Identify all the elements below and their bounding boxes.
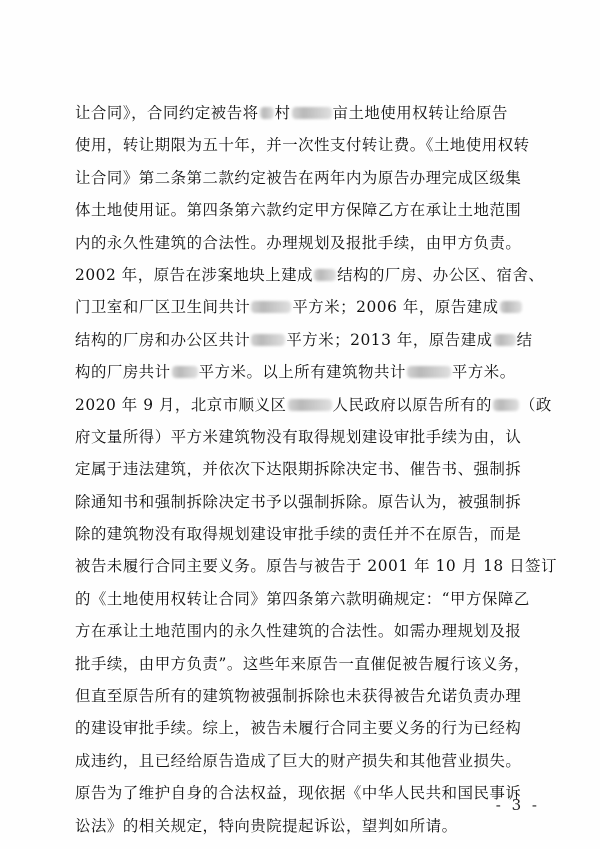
text-segment: 内的永久性建筑的合法性。办理规划及报批手续，由甲方负责。 bbox=[75, 233, 522, 252]
text-segment: 平方米。 bbox=[451, 363, 516, 382]
text-segment: 体土地使用证。第四条第六款约定甲方保障乙方在承让土地范围 bbox=[75, 201, 522, 220]
text-segment: 平方米。以上所有建筑物共计 bbox=[198, 363, 406, 382]
text-line bbox=[75, 712, 545, 744]
text-segment: 平方米；2013 年，原告建成 bbox=[286, 330, 493, 349]
text-line bbox=[75, 162, 545, 194]
text-segment: 成违约，且已经给原告造成了巨大的财产损失和其他营业损失。 bbox=[75, 751, 522, 770]
text-line bbox=[75, 291, 545, 323]
text-segment: 使用，转让期限为五十年，并一次性支付转让费。《土地使用权转 bbox=[75, 136, 530, 155]
text-line bbox=[75, 518, 545, 550]
text-segment: 亩土地使用权转让给原告 bbox=[332, 104, 508, 122]
text-segment: 但直至原告所有的建筑物被强制拆除也未获得被告允诺负责办理 bbox=[75, 687, 522, 706]
text-segment: 平方米；2006 年，原告建成 bbox=[292, 298, 499, 317]
text-segment: 讼法》的相关规定，特向贵院提起诉讼，望判如所请。 bbox=[75, 816, 458, 835]
text-segment: 被告未履行合同主要义务。原告与被告于 2001 年 10 月 18 日签订 bbox=[75, 557, 558, 576]
text-segment: 村 bbox=[274, 104, 291, 122]
text-segment: 人民政府以原告所有的 bbox=[332, 395, 492, 414]
text-segment: 批手续，由甲方负责”。这些年来原告一直催促被告履行该义务， bbox=[75, 654, 530, 673]
redacted-text bbox=[251, 334, 285, 346]
text-line bbox=[75, 550, 558, 582]
text-line bbox=[75, 421, 545, 453]
text-line bbox=[75, 680, 545, 712]
text-segment: （政 bbox=[519, 395, 552, 414]
text-segment: 的《土地使用权转让合同》第四条第六款明确规定：“甲方保障乙 bbox=[75, 589, 530, 608]
text-segment: 2020 年 9 月，北京市顺义区 bbox=[75, 395, 287, 414]
text-line bbox=[75, 745, 545, 777]
redacted-text bbox=[260, 107, 274, 119]
text-segment: 府文量所得）平方米建筑物没有取得规划建设审批手续为由，认 bbox=[75, 427, 522, 446]
redacted-text bbox=[407, 366, 451, 378]
text-line bbox=[75, 583, 545, 615]
page-number: - 3 - bbox=[495, 796, 540, 814]
text-segment: 的建设审批手续。综上，被告未履行合同主要义务的行为已经构 bbox=[75, 719, 522, 738]
text-line bbox=[75, 810, 545, 842]
text-segment: 2002 年，原告在涉案地块上建成 bbox=[75, 265, 314, 284]
text-segment: 除的建筑物没有取得规划建设审批手续的责任并不在原告，而是 bbox=[75, 525, 522, 544]
redacted-text bbox=[288, 399, 332, 411]
text-segment: 让合同》第二条第二款约定被告在两年内为原告办理完成区级集 bbox=[75, 168, 522, 187]
text-line bbox=[75, 389, 552, 421]
text-segment: 方在承让土地范围内的永久性建筑的合法性。如需办理规划及报 bbox=[75, 622, 522, 641]
text-segment: 让合同》，合同约定被告将 bbox=[75, 104, 259, 122]
text-line bbox=[75, 356, 545, 388]
text-segment: 定属于违法建筑，并依次下达限期拆除决定书、催告书、强制拆 bbox=[75, 460, 522, 479]
text-segment: 构的厂房共计 bbox=[75, 363, 171, 382]
text-segment: 结构的厂房、办公区、宿舍、 bbox=[337, 265, 545, 284]
redacted-text bbox=[314, 269, 336, 281]
redacted-text bbox=[494, 334, 516, 346]
redacted-text bbox=[172, 366, 198, 378]
redacted-text bbox=[500, 301, 522, 313]
text-line bbox=[75, 453, 545, 485]
text-segment: 结构的厂房和办公区共计 bbox=[75, 330, 251, 349]
text-line bbox=[75, 615, 545, 647]
body-text bbox=[75, 97, 558, 842]
redacted-text bbox=[251, 301, 291, 313]
text-line bbox=[75, 486, 545, 518]
text-line bbox=[75, 324, 545, 356]
text-segment: 门卫室和厂区卫生间共计 bbox=[75, 298, 251, 317]
text-segment: 结 bbox=[516, 330, 533, 349]
text-line bbox=[75, 777, 545, 809]
text-line bbox=[75, 129, 545, 161]
text-line bbox=[75, 259, 545, 291]
text-segment: 原告为了维护自身的合法权益，现依据《中华人民共和国民事诉 bbox=[75, 784, 522, 803]
text-line bbox=[75, 97, 545, 129]
text-line bbox=[75, 227, 545, 259]
text-segment: 除通知书和强制拆除决定书予以强制拆除。原告认为，被强制拆 bbox=[75, 492, 522, 511]
text-line bbox=[75, 648, 545, 680]
text-line bbox=[75, 194, 545, 226]
redacted-text bbox=[493, 399, 519, 411]
redacted-text bbox=[292, 107, 332, 119]
